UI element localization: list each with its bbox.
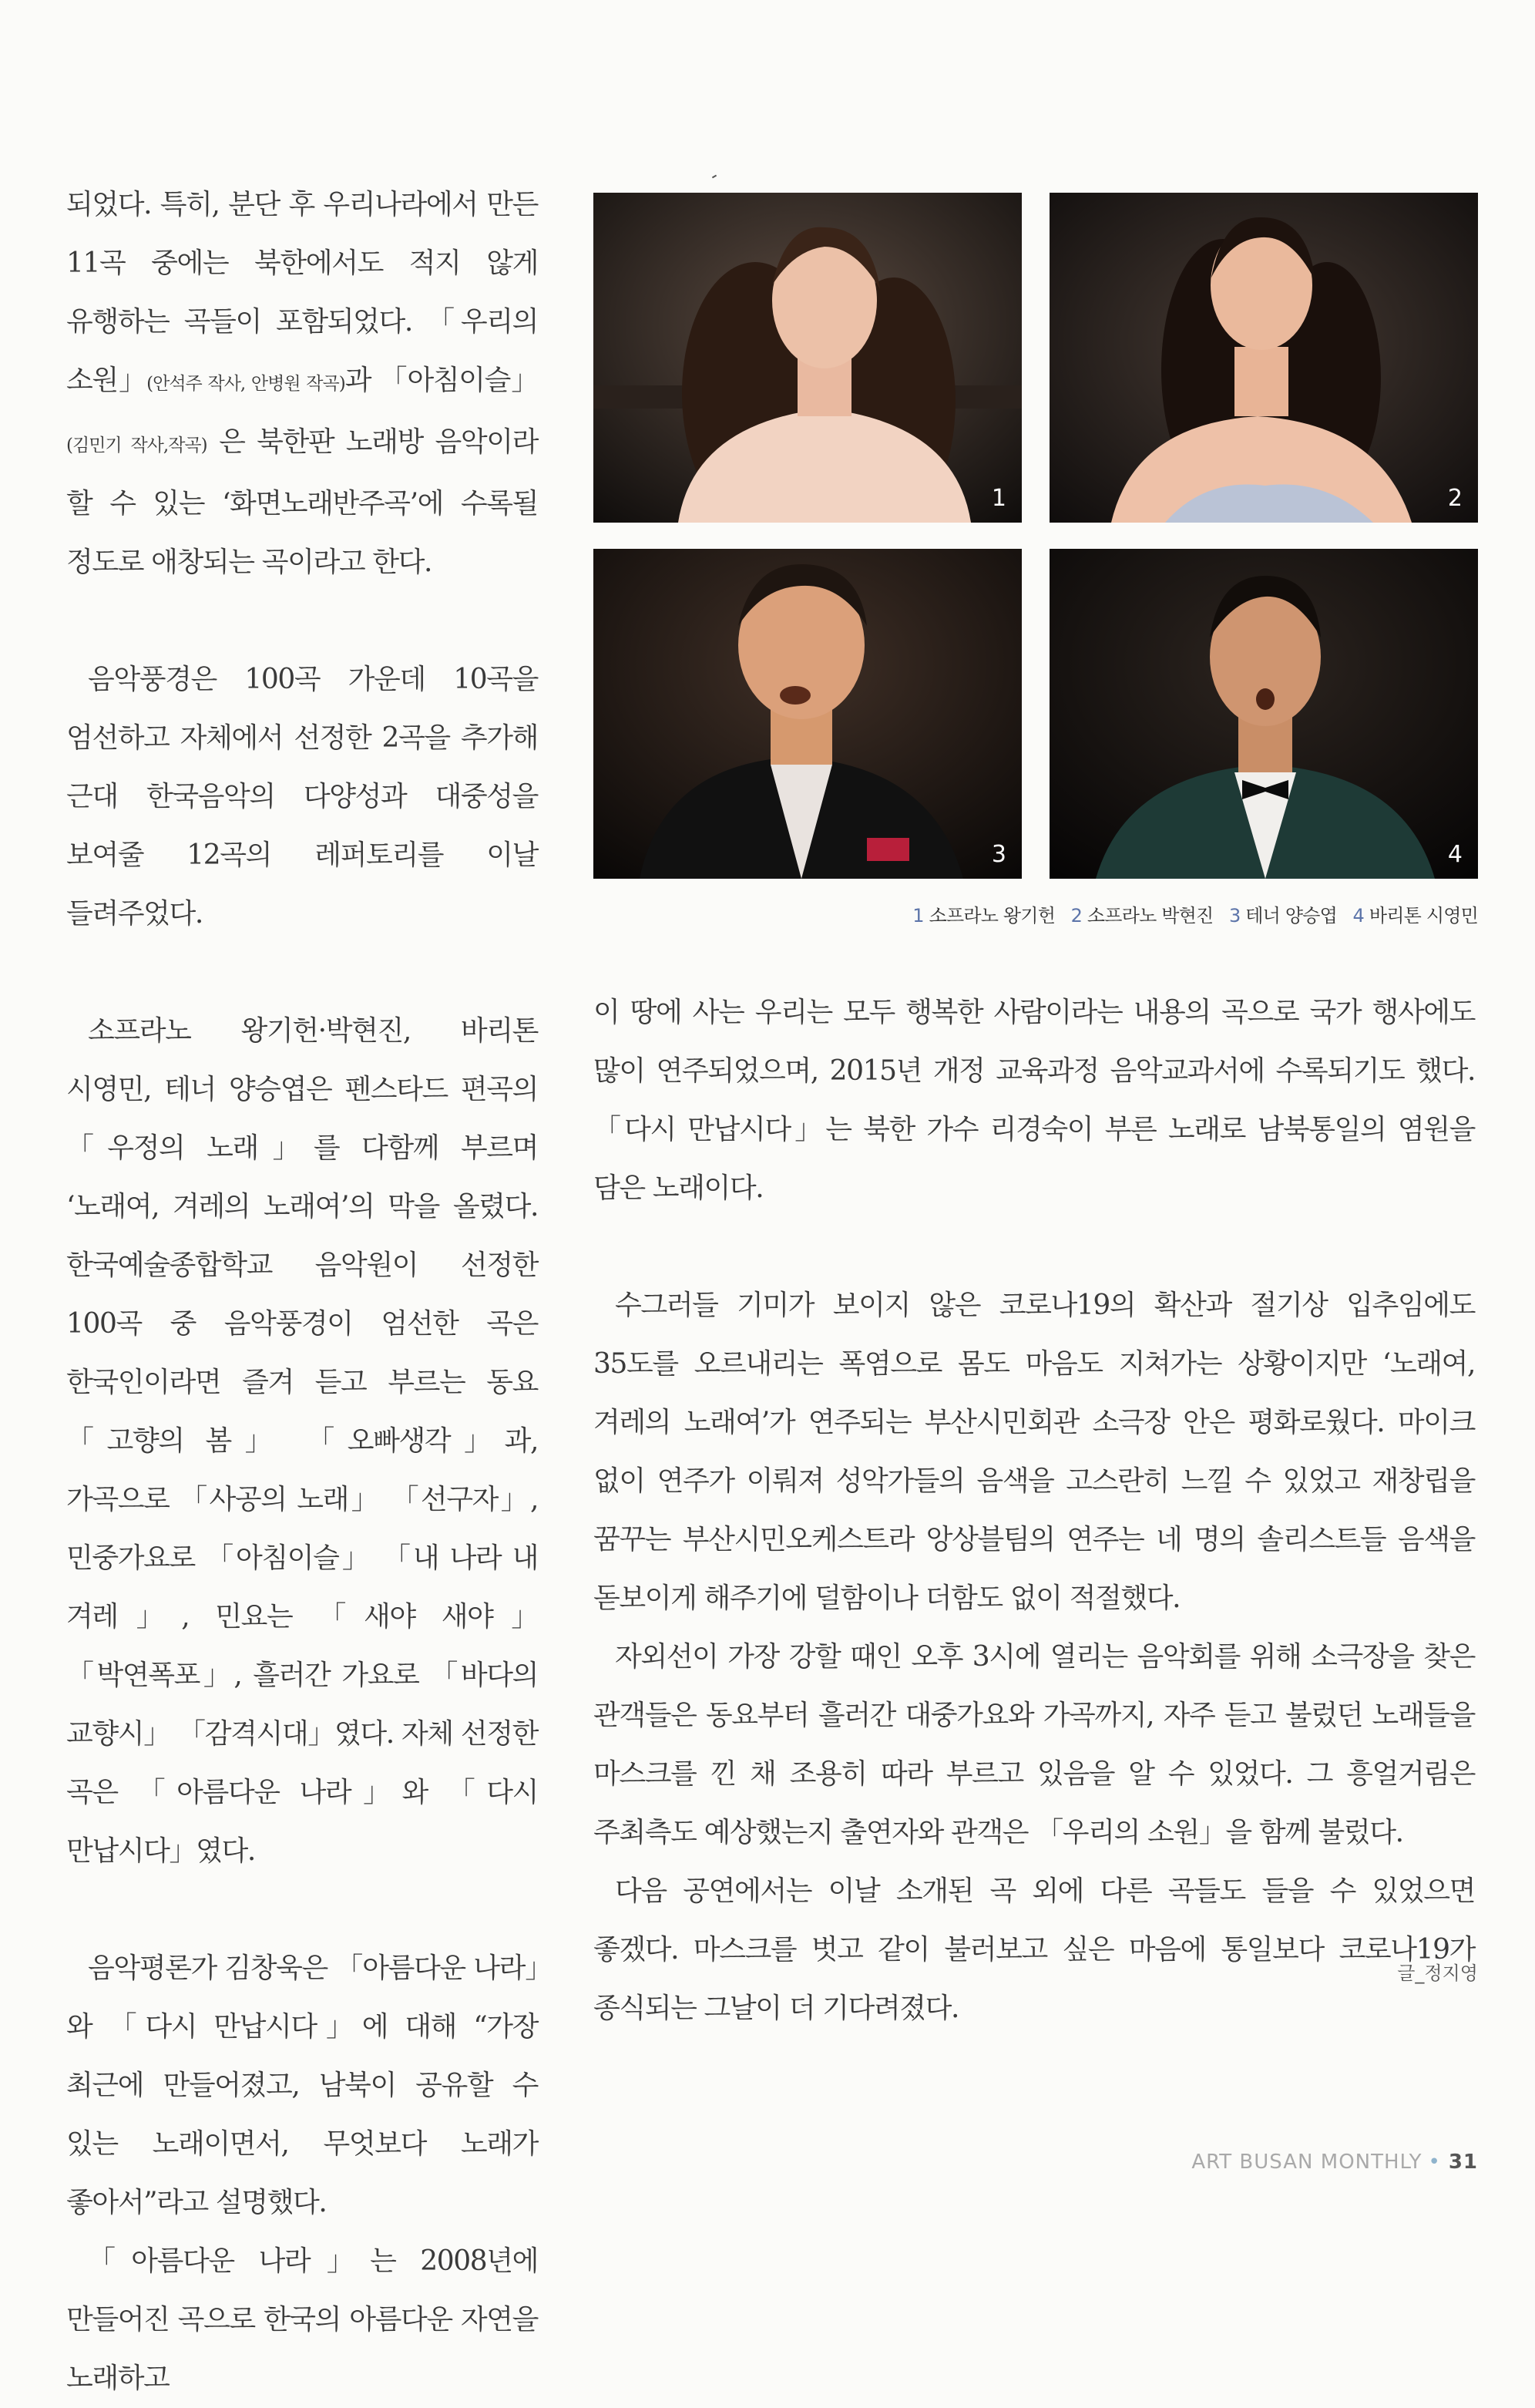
page-number: 31 xyxy=(1448,2151,1478,2174)
caption-text: 소프라노 왕기헌 xyxy=(929,905,1056,927)
photo-number: 1 xyxy=(991,485,1006,512)
left-column xyxy=(66,176,538,2408)
right-paragraph-3: 자외선이 가장 강할 때인 오후 3시에 열리는 음악회를 위해 소극장을 찾은 관객들은 동요부터 흘러간 대중가요와 가곡까지, 자주 듣고 불렀던 노래들을 마스크를 낀 채 조용히 따라 부르고 있음을 알 수 있었다. 그 흥얼거림은 주최측도 예상했는지 출연자와 관객은 「우리의 소원」을 함께 불렀다. xyxy=(593,1641,1475,1848)
caption-text: 바리톤 시영민 xyxy=(1369,905,1478,927)
right-paragraph-1: 이 땅에 사는 우리는 모두 행복한 사람이라는 내용의 곡으로 국가 행사에도 많이 연주되었으며, 2015년 개정 교육과정 음악교과서에 수록되기도 했다. 「다시 만납시다」는 북한 가수 리경숙이 부른 노래로 남북통일의 염원을 담은 노래이다. xyxy=(593,997,1475,1204)
stray-mark xyxy=(712,175,717,179)
photo-number: 3 xyxy=(991,841,1006,868)
text-run: 「아름다운 나라」는 2008년에 만들어진 곡으로 한국의 아름다운 자연을 노래하고 xyxy=(66,2245,538,2394)
text-run: 과 「아침이슬」 xyxy=(344,365,539,396)
left-paragraph-2 xyxy=(66,651,538,943)
left-paragraph-4 xyxy=(66,1939,538,2232)
text-run: 음악평론가 김창욱은 「아름다운 나라」와 「다시 만납시다」에 대해 “가장 최근에 만들어졌고, 남북이 공유할 수 있는 노래이면서, 무엇보다 노래가 좋아서”라고 설명했다. xyxy=(66,1952,538,2218)
photo-number: 4 xyxy=(1447,841,1463,868)
caption-number: 3 xyxy=(1228,905,1241,927)
left-paragraph-1 xyxy=(66,176,538,592)
byline: 글_정지영 xyxy=(1397,1962,1478,1984)
photo-baritone xyxy=(1050,549,1478,879)
caption-number: 2 xyxy=(1070,905,1083,927)
photo-caption xyxy=(912,900,1478,927)
credit-note: (안석주 작사, 안병원 작곡) xyxy=(146,374,345,394)
text-run: 음악풍경은 100곡 가운데 10곡을 엄선하고 자체에서 선정한 2곡을 추가해 근대 한국음악의 다양성과 대중성을 보여줄 12곡의 레퍼토리를 이날 들려주었다. xyxy=(66,664,538,930)
caption-text: 테너 양승엽 xyxy=(1245,905,1338,927)
magazine-name: ART BUSAN MONTHLY xyxy=(1191,2151,1422,2174)
separator-dot: • xyxy=(1428,2151,1441,2174)
right-paragraph-2: 수그러들 기미가 보이지 않은 코로나19의 확산과 절기상 입추임에도 35도를 오르내리는 폭염으로 몸도 마음도 지쳐가는 상황이지만 ‘노래여, 겨레의 노래여’가 연주되는 부산시민회관 소극장 안은 평화로웠다. 마이크 없이 연주가 이뤄져 성악가들의 음색을 고스란히 느낄 수 있었고 재창립을 꿈꾸는 부산시민오케스트라 앙상블팀의 연주는 네 명의 솔리스트들 음색을 돋보이게 해주기에 덜함이나 더함도 없이 적절했다. xyxy=(593,1290,1475,1614)
photo-soprano-1 xyxy=(593,193,1022,523)
left-paragraph-3 xyxy=(66,1002,538,1881)
caption-number: 4 xyxy=(1352,905,1365,927)
page-footer xyxy=(1191,2151,1478,2174)
photo-tenor xyxy=(593,549,1022,879)
right-column xyxy=(593,984,1475,2038)
photo-number: 2 xyxy=(1447,485,1463,512)
caption-number: 1 xyxy=(912,905,924,927)
caption-text: 소프라노 박현진 xyxy=(1087,905,1214,927)
text-run: 되었다. 특히, 분단 후 우리나라에서 만든 11곡 중에는 북한에서도 적지 않게 유행하는 곡들이 포함되었다. 「우리의 소원」 xyxy=(66,189,538,396)
left-paragraph-5 xyxy=(66,2232,538,2408)
photo-soprano-2 xyxy=(1050,193,1478,523)
text-run: 은 북한판 노래방 음악이라 할 수 있는 ‘화면노래반주곡’에 수록될 정도로 애창되는 곡이라고 한다. xyxy=(66,426,538,578)
text-run: 소프라노 왕기헌·박현진, 바리톤 시영민, 테너 양승엽은 펜스타드 편곡의 「우정의 노래」를 다함께 부르며 ‘노래여, 겨레의 노래여’의 막을 올렸다. 한국예술종합학교 음악원이 선정한 100곡 중 음악풍경이 엄선한 곡은 한국인이라면 즐겨 듣고 부르는 동요 「고향의 봄」 「오빠생각」과, 가곡으로 「사공의 노래」 「선구자」, 민중가요로 「아침이슬」 「내 나라 내 겨레」, 민요는 「새야 새야」 「박연폭포」, 흘러간 가요로 「바다의 교향시」 「감격시대」였다. 자체 선정한 곡은 「아름다운 나라」와 「다시 만납시다」였다. xyxy=(66,1015,538,1867)
credit-note: (김민기 작사,작곡) xyxy=(66,436,207,456)
right-paragraph-4: 다음 공연에서는 이날 소개된 곡 외에 다른 곡들도 들을 수 있었으면 좋겠다. 마스크를 벗고 같이 불러보고 싶은 마음에 통일보다 코로나19가 종식되는 그날이 더 기다려졌다. xyxy=(593,1875,1475,2024)
